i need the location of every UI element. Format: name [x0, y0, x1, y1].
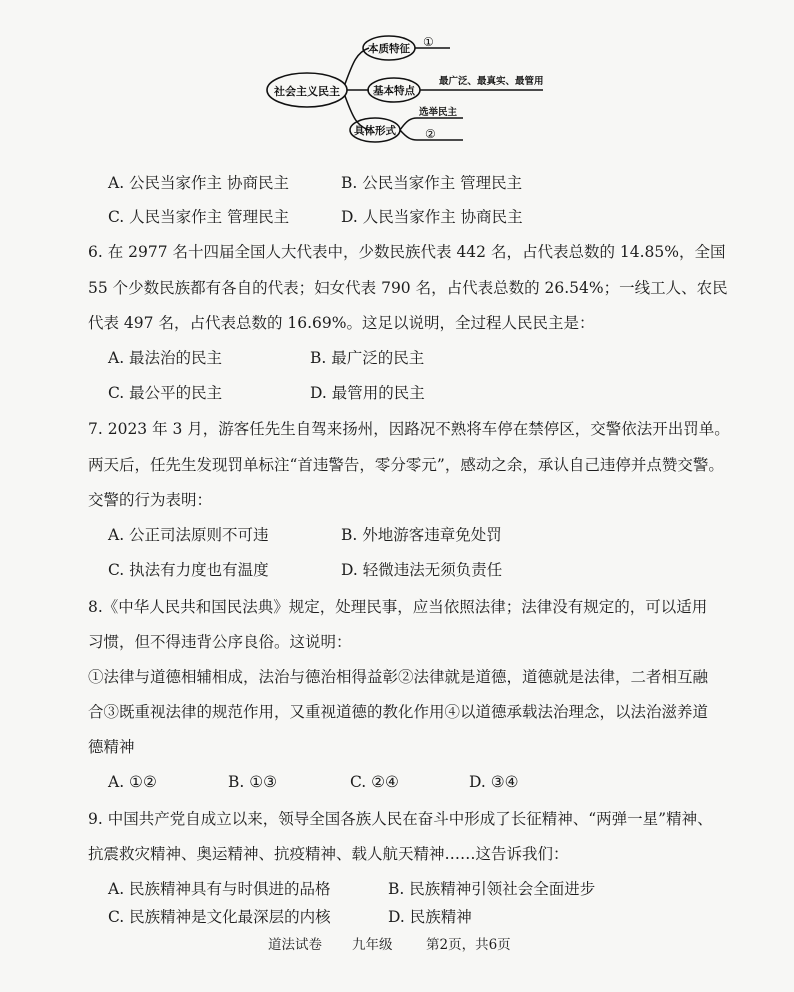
- q7-text-line: 两天后，任先生发现罚单标注“首违警告，零分零元”，感动之余，承认自己违停并点赞交警。: [88, 456, 724, 474]
- q7-option-d[interactable]: D. 轻微违法无须负责任: [341, 561, 503, 579]
- q8-text-line: 8.《中华人民共和国民法典》规定，处理民事，应当依照法律；法律没有规定的，可以适用: [88, 598, 708, 616]
- q6-option-d[interactable]: D. 最管用的民主: [310, 384, 425, 402]
- q9-option-c[interactable]: C. 民族精神是文化最深层的内核: [108, 908, 331, 926]
- q6-text-line: 6. 在 2977 名十四届全国人大代表中，少数民族代表 442 名，占代表总数的 14.85%，全国: [88, 243, 726, 261]
- q6-option-c[interactable]: C. 最公平的民主: [108, 384, 223, 402]
- blank-mark-1: ①: [423, 35, 434, 49]
- features-text: 最广泛、最真实、最管用: [439, 76, 544, 87]
- q5-option-c[interactable]: C. 人民当家作主 管理民主: [108, 208, 290, 226]
- center-node-label: 社会主义民主: [274, 85, 340, 98]
- q9-option-a[interactable]: A. 民族精神具有与时俱进的品格: [108, 880, 331, 898]
- q6-text-line: 代表 497 名，占代表总数的 16.69%。这足以说明，全过程人民民主是：: [88, 314, 595, 332]
- branch-label-forms: 具体形式: [354, 125, 396, 137]
- mind-map-diagram: [265, 22, 565, 152]
- q6-option-b[interactable]: B. 最广泛的民主: [310, 349, 425, 367]
- q8-option-c[interactable]: C. ②④: [350, 773, 399, 791]
- q8-text-line: 德精神: [88, 738, 135, 756]
- q6-text-line: 55 个少数民族都有各自的代表；妇女代表 790 名，占代表总数的 26.54%；一线工人、农民: [88, 279, 728, 297]
- footer-subject: 道法试卷: [268, 937, 322, 953]
- q8-option-b[interactable]: B. ①③: [228, 773, 278, 791]
- q6-option-a[interactable]: A. 最法治的民主: [108, 349, 223, 367]
- q8-text-line: 合③既重视法律的规范作用，又重视道德的教化作用④以道德承载法治理念，以法治滋养道: [88, 703, 709, 721]
- q9-text-line: 9. 中国共产党自成立以来，领导全国各族人民在奋斗中形成了长征精神、“两弹一星”精神、: [88, 810, 713, 828]
- q8-text-line: ①法律与道德相辅相成，法治与德治相得益彰②法律就是道德，道德就是法律，二者相互融: [88, 668, 709, 686]
- q5-option-a[interactable]: A. 公民当家作主 协商民主: [108, 174, 289, 192]
- q9-option-b[interactable]: B. 民族精神引领社会全面进步: [388, 880, 596, 898]
- q7-option-a[interactable]: A. 公正司法原则不可违: [108, 526, 269, 544]
- q5-option-d[interactable]: D. 人民当家作主 协商民主: [341, 208, 523, 226]
- q7-text-line: 7. 2023 年 3 月，游客任先生自驾来扬州，因路况不熟将车停在禁停区，交警依法开出罚单。: [88, 420, 730, 438]
- footer-page-number: 第2页，共6页: [426, 937, 511, 953]
- q7-option-c[interactable]: C. 执法有力度也有温度: [108, 561, 269, 579]
- q9-option-d[interactable]: D. 民族精神: [388, 908, 472, 926]
- blank-mark-2: ②: [425, 127, 436, 141]
- q5-option-b[interactable]: B. 公民当家作主 管理民主: [341, 174, 523, 192]
- q7-text-line: 交警的行为表明：: [88, 491, 213, 509]
- q7-option-b[interactable]: B. 外地游客违章免处罚: [341, 526, 502, 544]
- footer-grade: 九年级: [352, 937, 393, 953]
- q8-option-d[interactable]: D. ③④: [469, 773, 519, 791]
- q8-option-a[interactable]: A. ①②: [108, 773, 157, 791]
- q8-text-line: 习惯，但不得违背公序良俗。这说明：: [88, 633, 352, 651]
- branch-label-essence: 本质特征: [368, 43, 410, 55]
- form-election-text: 选举民主: [419, 107, 458, 118]
- branch-label-features: 基本特点: [373, 85, 415, 97]
- q9-text-line: 抗震救灾精神、奥运精神、抗疫精神、载人航天精神……这告诉我们：: [88, 845, 569, 863]
